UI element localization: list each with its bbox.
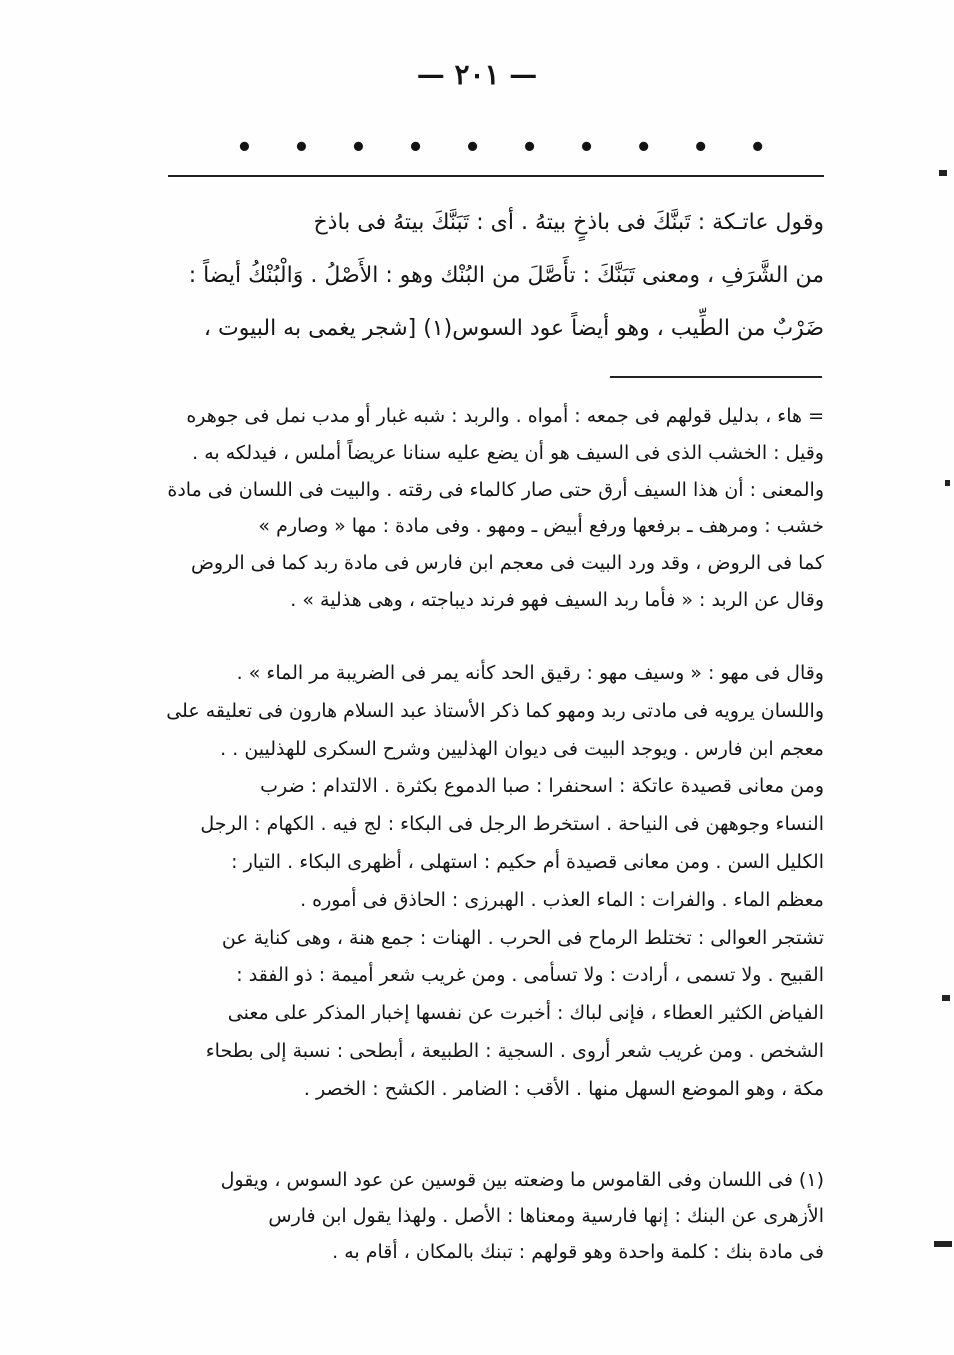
ornament-dot: • (350, 133, 367, 163)
ornament-dot: • (635, 133, 652, 163)
note-line: = هاء ، بدليل قولهم فى جمعه : أمواه . والربد : شبه غبار أو مدب نمل فى جوهره (186, 405, 824, 427)
footnote-line: فى مادة بنك : كلمة واحدة وهو قولهم : تبنك بالمكان ، أقام به . (332, 1241, 824, 1263)
ornament-dots (236, 128, 766, 168)
notes-divider (610, 376, 822, 378)
text-line: من الشَّرَفِ ، ومعنى تَبَنَّكَ : تأَصَّلَ من البُنْك وهو : الأَصْلُ . وَالْبُنْكُ أيضاً : (188, 263, 824, 288)
top-divider (168, 175, 824, 177)
note-line: وقيل : الخشب الذى فى السيف هو أن يضع عليه سنانا عريضاً أملس ، فيدلكه به . (192, 441, 824, 464)
footnote-line: (١) فى اللسان وفى القاموس ما وضعته بين قوسين عن عود السوس ، ويقول (220, 1169, 824, 1191)
notes-section (160, 398, 824, 619)
note-line: وقال عن الربد : « فأما ربد السيف فهو فرند ديباجته ، وهى هذلية » . (290, 588, 824, 611)
ornament-dot: • (236, 133, 253, 163)
note-line: ومن معانى قصيدة عاتكة : اسحنفرا : صبا الدموع بكثرة . الالتدام : ضرب (260, 775, 824, 798)
ornament-dot: • (578, 133, 595, 163)
text-line: وقول عاتـكة : تَبنَّكَ فى باذخٍ بيتهُ . أى : تَبَنَّكَ بيتهُ فى باذخ (313, 210, 824, 235)
ornament-dot: • (293, 133, 310, 163)
note-line: مكة ، وهو الموضع السهل منها . الأقب : الضامر . الكشح : الخصر . (303, 1077, 824, 1100)
note-line: النساء وجوههن فى النياحة . استخرط الرجل فى البكاء : لج فيه . الكهام : الرجل (200, 813, 824, 836)
note-line: تشتجر العوالى : تختلط الرماح فى الحرب . الهنات : جمع هنة ، وهى كناية عن (221, 926, 824, 949)
note-line: القبيح . ولا تسمى ، أرادت : ولا تسأمى . ومن غريب شعر أميمة : ذو الفقد : (236, 964, 824, 987)
note-line: والمعنى : أن هذا السيف أرق حتى صار كالماء فى رقته . والبيت فى اللسان فى مادة (167, 478, 824, 501)
margin-mark (945, 480, 950, 486)
note-line: الكليل السن . ومن معانى قصيدة أم حكيم : استهلى ، أظهرى البكاء . التيار : (231, 850, 824, 873)
note-line: خشب : ومرهف ـ برفعها ورفع أبيض ـ ومهو . وفى مادة : مها « وصارم » (258, 515, 824, 538)
margin-mark (942, 995, 950, 1001)
ornament-dot: • (692, 133, 709, 163)
note-line: معظم الماء . والفرات : الماء العذب . الهبرزى : الحاذق فى أموره . (300, 888, 824, 911)
note-line: كما فى الروض ، وقد ورد البيت فى معجم ابن فارس فى مادة ربد كما فى الروض (190, 552, 824, 575)
note-line: واللسان يرويه فى مادتى ربد ومهو كما ذكر الأستاذ عبد السلام هارون فى تعليقه على (166, 699, 824, 722)
ornament-dot: • (464, 133, 481, 163)
note-line: الشخص . ومن غريب شعر أروى . السجية : الطبيعة ، أبطحى : نسبة إلى بطحاء (205, 1039, 824, 1062)
page-number: — ٢٠١ — (416, 58, 538, 91)
margin-mark (934, 1241, 952, 1247)
note-line: الفياض الكثير العطاء ، فإنى لباك : أخبرت عن نفسها إخبار المذكر على معنى (227, 1002, 824, 1025)
footnote-line: الأزهرى عن البنك : إنها فارسية ومعناها : الأصل . ولهذا يقول ابن فارس (268, 1205, 824, 1227)
ornament-dot: • (749, 133, 766, 163)
note-line: معجم ابن فارس . ويوجد البيت فى ديوان الهذليين وشرح السكرى للهذليين . . (220, 737, 824, 760)
note-line: وقال فى مهو : « وسيف مهو : رقيق الحد كأنه يمر فى الضريبة مر الماء » . (236, 662, 824, 684)
notes-continuation (160, 655, 824, 1109)
ornament-dot: • (521, 133, 538, 163)
text-line: ضَرْبٌ من الطِّيب ، وهو أيضاً عود السوس(١) [شجر يغمى به البيوت ، (203, 316, 824, 341)
ornament-dot: • (407, 133, 424, 163)
footnote (160, 1162, 824, 1270)
margin-mark (939, 170, 947, 176)
main-text (160, 196, 824, 355)
